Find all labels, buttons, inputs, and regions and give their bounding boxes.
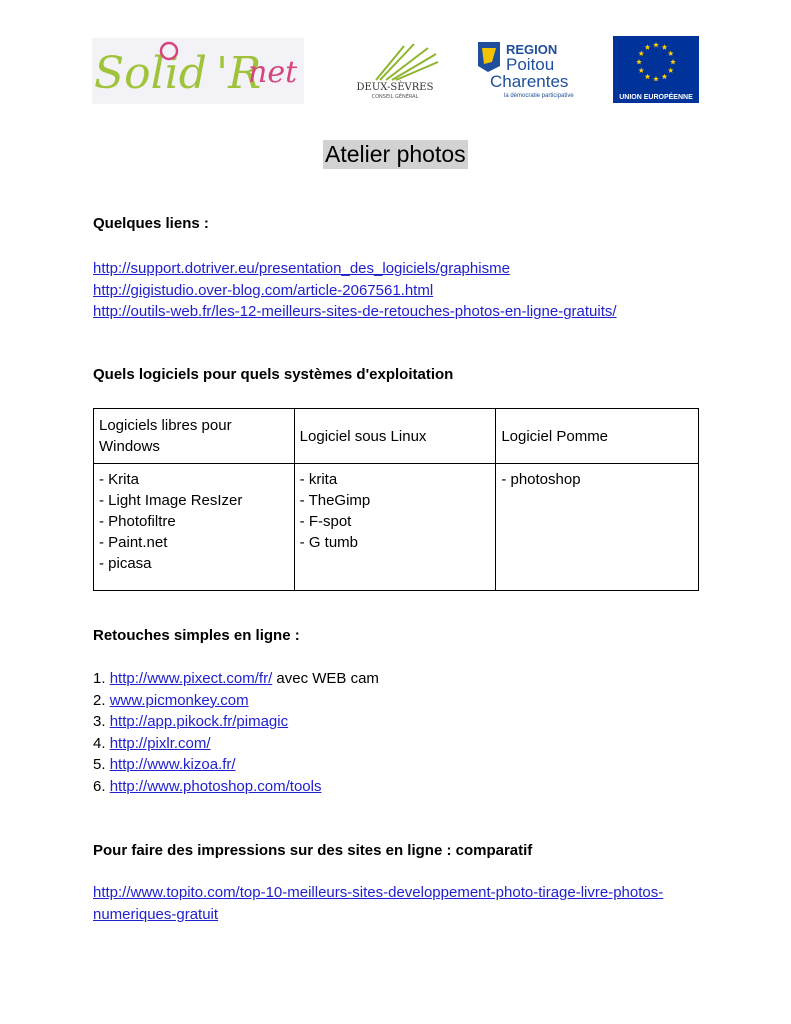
list-item: 6. http://www.photoshop.com/tools [93, 777, 322, 795]
link-pikock[interactable]: http://app.pikock.fr/pimagic [109, 713, 289, 731]
eu-label: UNION EUROPÉENNE [619, 94, 693, 101]
software-item: - F-spot [299, 513, 352, 530]
software-table [93, 408, 699, 591]
european-union-logo [613, 36, 699, 103]
poitou-line2: Charentes [490, 72, 569, 91]
retouches-heading: Retouches simples en ligne : [93, 627, 300, 644]
links-heading: Quelques liens : [93, 215, 209, 232]
software-item: - krita [299, 471, 338, 488]
header-mac: Logiciel Pomme [496, 409, 699, 464]
software-table-header-row [94, 409, 699, 464]
list-item: 2. www.picmonkey.com [93, 691, 249, 709]
software-item: - Krita [99, 471, 140, 488]
poitou-tagline: la démocratie participative [504, 93, 574, 99]
deux-sevres-sub: CONSEIL GÉNÉRAL [371, 94, 419, 100]
poitou-line1: Poitou [506, 55, 555, 74]
svg-text:net: net [248, 55, 298, 90]
header-windows: Logiciels libres pour Windows [94, 409, 295, 464]
deux-sevres-logo [350, 38, 440, 100]
software-item: - picasa [99, 555, 152, 572]
link-photoshop[interactable]: http://www.photoshop.com/tools [109, 777, 322, 795]
link-gigistudio[interactable]: http://gigistudio.over-blog.com/article-2067561.html [93, 282, 434, 299]
list-item: 1. http://www.pixect.com/fr/ avec WEB cam [93, 670, 379, 687]
link-picmonkey[interactable]: www.picmonkey.com [109, 691, 249, 709]
link-outils-web[interactable]: http://outils-web.fr/les-12-meilleurs-sites-de-retouches-photos-en-ligne-gratuits/ [93, 303, 617, 320]
list-item: 4. http://pixlr.com/ [93, 734, 211, 752]
page-title: Atelier photos [325, 141, 466, 167]
software-item: - TheGimp [299, 492, 371, 509]
svg-text:'R: 'R [216, 48, 262, 99]
solidrnet-logo [92, 38, 304, 104]
link-kizoa[interactable]: http://www.kizoa.fr/ [109, 756, 236, 774]
link-dotriver[interactable]: http://support.dotriver.eu/presentation_des_logiciels/graphisme [93, 260, 510, 277]
software-heading: Quels logiciels pour quels systèmes d'exploitation [93, 366, 454, 383]
software-item: - photoshop [501, 471, 581, 488]
software-table-row [94, 464, 699, 591]
print-heading: Pour faire des impressions sur des sites en ligne : comparatif [93, 842, 533, 859]
link-pixect[interactable]: http://www.pixect.com/fr/ [109, 670, 273, 687]
linux-software-cell [294, 464, 496, 591]
link-pixlr[interactable]: http://pixlr.com/ [109, 734, 211, 752]
retouches-list [93, 668, 379, 798]
list-item: 3. http://app.pikock.fr/pimagic [93, 713, 289, 731]
software-item: - Light Image ResIzer [99, 492, 243, 509]
link-topito[interactable]: http://www.topito.com/top-10-meilleurs-sites-developpement-photo-tirage-livre-photos-numeriques-gratuit [93, 884, 664, 923]
software-item: - Paint.net [99, 534, 168, 551]
solidrnet-logo-text: Solid [94, 48, 207, 99]
poitou-region: REGION [506, 42, 558, 57]
mac-software-cell [496, 464, 699, 591]
windows-software-cell [94, 464, 295, 591]
deux-sevres-name: DEUX-SÈVRES [356, 82, 434, 93]
software-item: - Photofiltre [99, 513, 176, 530]
software-item: - G tumb [299, 534, 359, 551]
region-poitou-charentes-logo [476, 40, 584, 100]
list-item: 5. http://www.kizoa.fr/ [93, 756, 236, 774]
header-linux: Logiciel sous Linux [294, 409, 496, 464]
